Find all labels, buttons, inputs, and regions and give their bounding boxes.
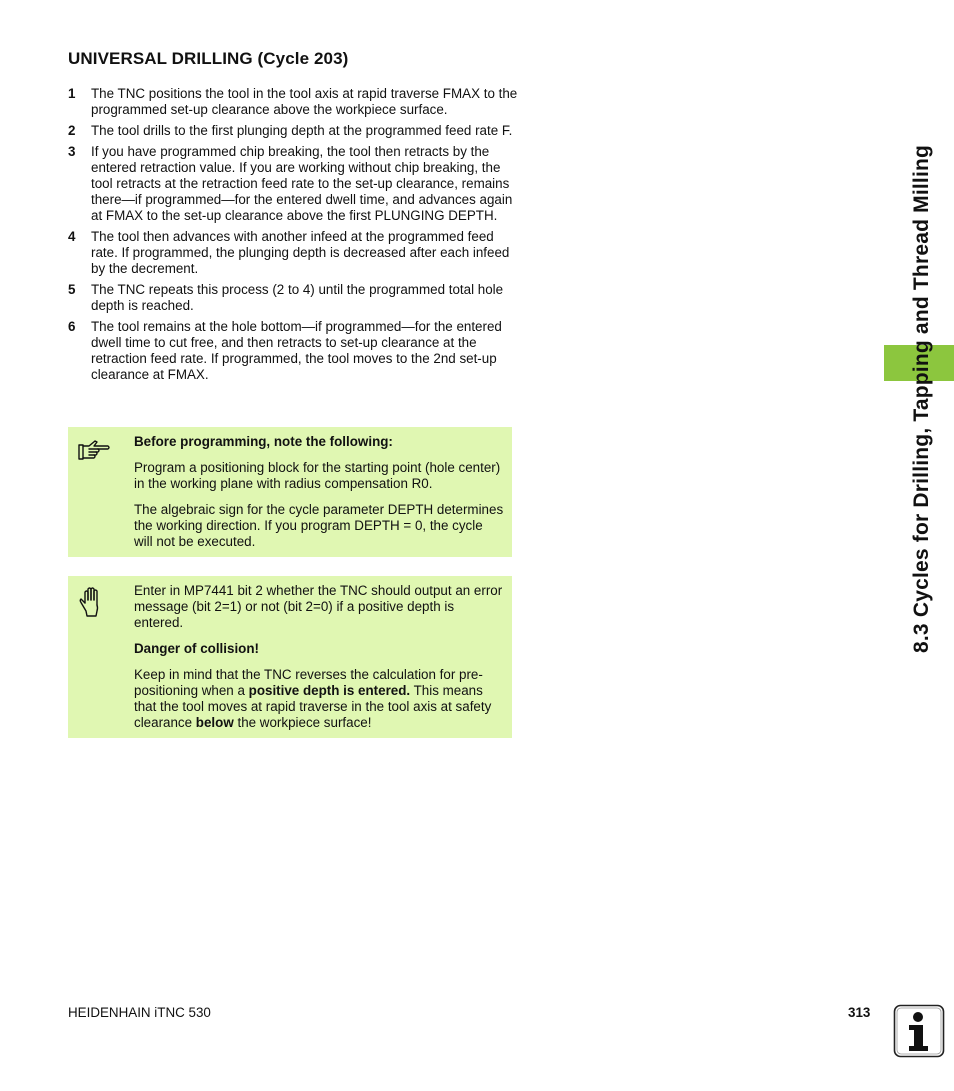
list-item — [68, 319, 518, 383]
step-text: The TNC positions the tool in the tool axis at rapid traverse FMAX to the programmed set-up clearance above the workpiece surface. — [91, 86, 518, 117]
note-text: Program a positioning block for the starting point (hole center) in the working plane with radius compensation R0. — [134, 460, 501, 491]
step-number: 5 — [68, 282, 76, 297]
page-number: 313 — [848, 1005, 871, 1020]
step-number: 6 — [68, 319, 76, 334]
note-title: Danger of collision! — [134, 641, 259, 656]
step-text: If you have programmed chip breaking, the tool then retracts by the entered retraction value. If you are working without chip breaking, the tool retracts at the retraction feed rate to the set-up clearance, remains there—if programmed—for the entered dwell time, and advances again at FMAX to the set-up clearance above the first PLUNGING DEPTH. — [91, 144, 513, 223]
list-item — [68, 229, 518, 277]
list-item — [68, 282, 518, 314]
info-icon — [893, 1004, 945, 1058]
note-title: Before programming, note the following: — [134, 434, 393, 449]
chapter-side-title: 8.3 Cycles for Drilling, Tapping and Thread Milling — [910, 144, 933, 653]
emphasis-text: positive depth is entered. — [248, 683, 411, 698]
note-box-programming — [68, 427, 512, 557]
step-list — [68, 86, 518, 388]
list-item — [68, 123, 518, 139]
emphasis-text: below — [195, 715, 234, 730]
list-item — [68, 86, 518, 118]
footer-product-name: HEIDENHAIN iTNC 530 — [68, 1005, 211, 1020]
text-run: the workpiece surface! — [233, 715, 372, 730]
step-text: The TNC repeats this process (2 to 4) until the programmed total hole depth is reached. — [91, 282, 504, 313]
note-box-collision — [68, 576, 512, 738]
step-text: The tool remains at the hole bottom—if programmed—for the entered dwell time to cut free, and then retracts to set-up clearance at the retraction feed rate. If programmed, the tool moves to the 2nd set-up clearance at FMAX. — [91, 319, 502, 382]
step-text: The tool then advances with another infeed at the programmed feed rate. If programmed, the plunging depth is decreased after each infeed by the decrement. — [91, 229, 510, 276]
text-run: Keep in mind that the TNC reverses the calculation for pre-positioning when a — [134, 667, 483, 698]
step-number: 3 — [68, 144, 76, 159]
step-number: 1 — [68, 86, 76, 101]
step-number: 4 — [68, 229, 76, 244]
pointing-hand-icon — [77, 435, 111, 469]
step-text: The tool drills to the first plunging depth at the programmed feed rate F. — [91, 123, 513, 138]
note-text — [134, 667, 504, 731]
section-heading: UNIVERSAL DRILLING (Cycle 203) — [68, 49, 349, 68]
step-number: 2 — [68, 123, 76, 138]
text-run: This means that the tool moves at rapid traverse in the tool axis at safety clearance — [134, 683, 492, 730]
note-text: The algebraic sign for the cycle parameter DEPTH determines the working direction. If you program DEPTH = 0, the cycle will not be executed. — [134, 502, 504, 549]
list-item — [68, 144, 518, 224]
raised-hand-icon — [77, 584, 111, 618]
note-text: Enter in MP7441 bit 2 whether the TNC should output an error message (bit 2=1) or not (bit 2=0) if a positive depth is entered. — [134, 583, 503, 630]
